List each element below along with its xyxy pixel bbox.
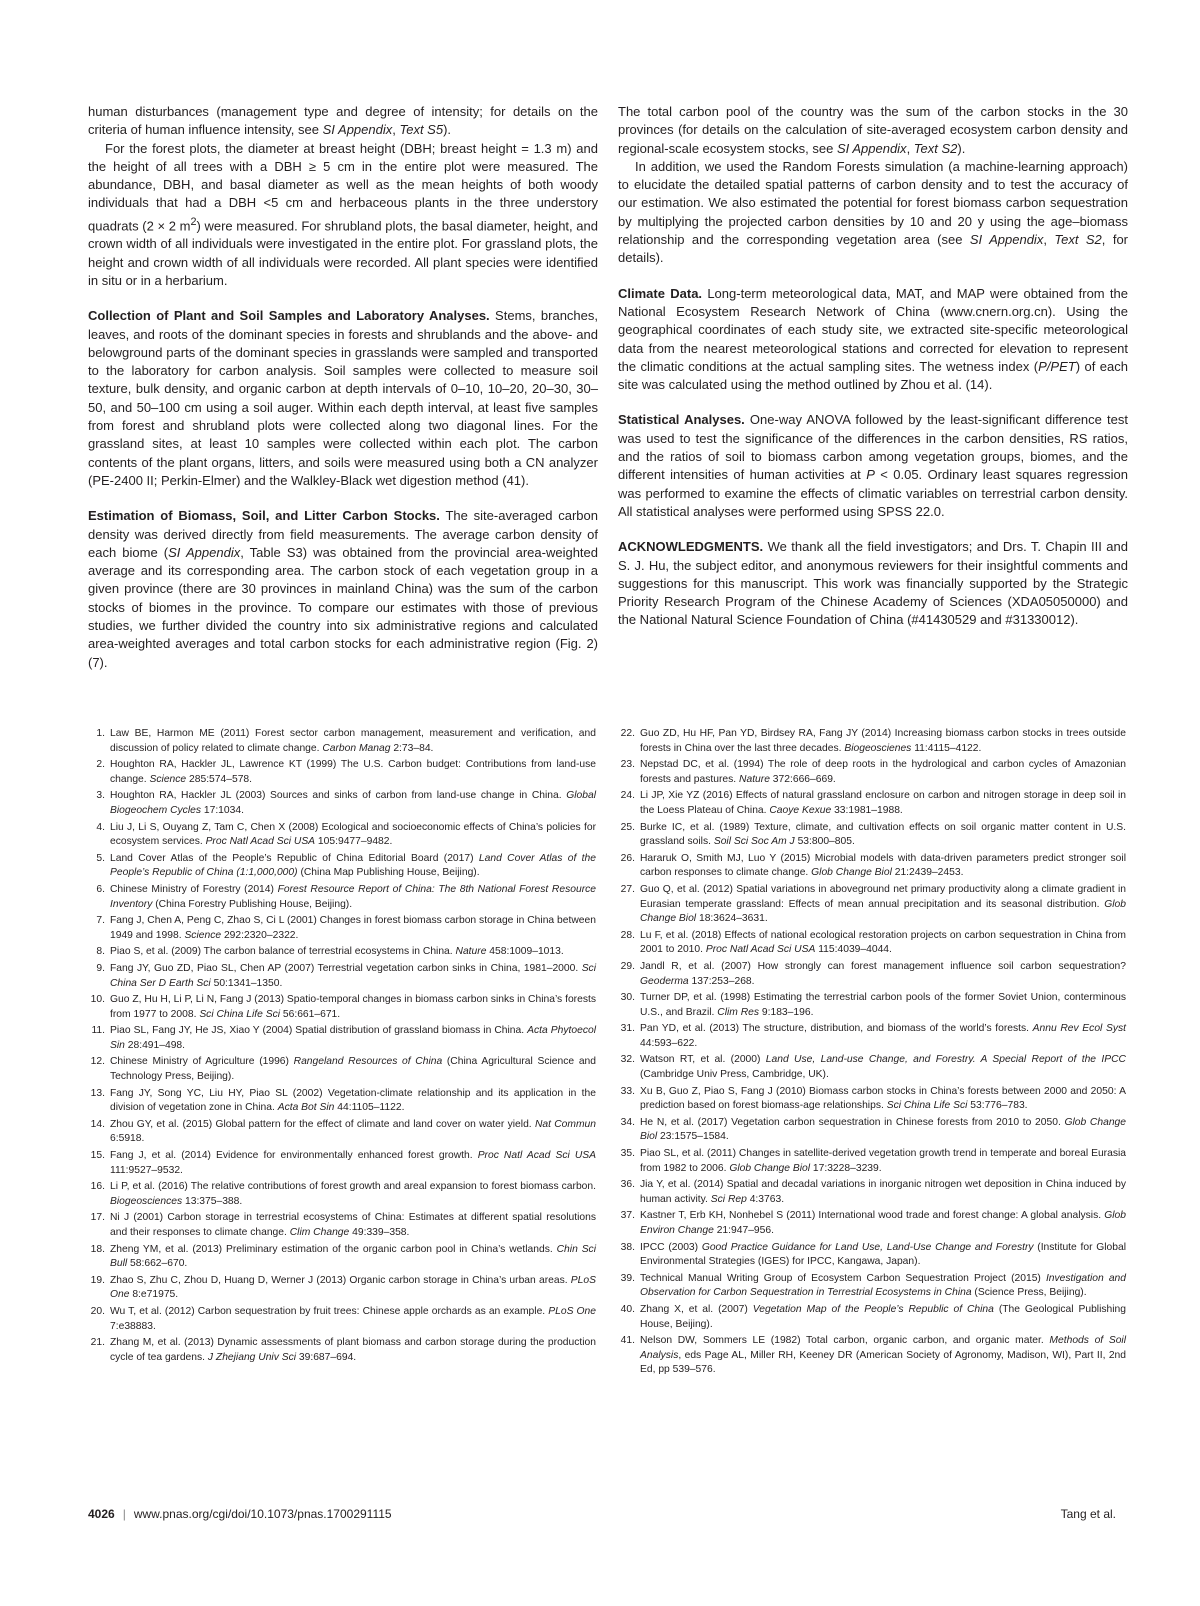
reference-number: 25.: [620, 821, 635, 833]
reference-item: [618, 991, 1126, 1020]
reference-number: 34.: [620, 1116, 635, 1128]
reference-number: 39.: [620, 1272, 635, 1284]
reference-text: 105:9477–9482.: [315, 836, 393, 848]
reference-source: Sci Rep: [710, 1193, 747, 1205]
reference-text: , eds Page AL, Miller RH, Keeney DR (American Society of Agronomy, Madison, WI), Part II, 2nd Ed, pp 539–576.: [640, 1349, 1126, 1376]
reference-number: 30.: [620, 992, 635, 1004]
reference-text: Zheng YM, et al. (2013) Preliminary estimation of the organic carbon pool in China’s wetlands.: [110, 1243, 557, 1255]
reference-number: 19.: [90, 1274, 105, 1286]
reference-text: 111:9527–9532.: [110, 1164, 183, 1176]
reference-number: 29.: [620, 960, 635, 972]
reference-item: [618, 960, 1126, 989]
reference-text: Pan YD, et al. (2013) The structure, distribution, and biomass of the world’s forests.: [640, 1023, 1033, 1035]
reference-text: Zhao S, Zhu C, Zhou D, Huang D, Werner J (2013) Organic carbon storage in China’s urban areas.: [110, 1274, 571, 1286]
section-heading: Statistical Analyses.: [618, 412, 745, 428]
reference-source: Investigation and Observation for Carbon Sequestration in Terrestrial Ecosystems in China: [640, 1272, 1127, 1299]
reference-number: 27.: [620, 883, 635, 895]
reference-text: He N, et al. (2017) Vegetation carbon sequestration in Chinese forests from 2010 to 2050.: [640, 1116, 1065, 1128]
reference-source: Sci China Life Sci: [199, 1008, 281, 1020]
reference-text: 115:4039–4044.: [815, 944, 892, 956]
reference-item: [88, 945, 596, 960]
reference-text: 33:1981–1988.: [831, 804, 903, 816]
reference-text: Land Cover Atlas of the People’s Republic of China Editorial Board (2017): [110, 852, 479, 864]
reference-source: Land Use, Land-use Change, and Forestry. A Special Report of the IPCC: [765, 1054, 1126, 1066]
right-column-body: [618, 103, 1128, 630]
acknowledgments: ACKNOWLEDGMENTS. We thank all the field investigators; and Drs. T. Chapin III and S. J. Hu, the subject editor, and anonymous reviewers for their insightful comments and suggestions for this manuscript. This work was financially supported by the Strategic Priority Research Program of the Chinese Academy of Sciences (XDA05050000) and the National Natural Science Foundation of China (#41430529 and #31330012).: [618, 539, 1128, 628]
reference-source: Caoye Kexue: [769, 804, 832, 816]
reference-source: Glob Change Biol: [811, 867, 892, 879]
reference-item: [618, 789, 1126, 818]
reference-source: Glob Change Biol: [640, 1116, 1127, 1143]
reference-number: 18.: [90, 1243, 105, 1255]
reference-item: [88, 1336, 596, 1365]
reference-source: Good Practice Guidance for Land Use, Land-Use Change and Forestry: [701, 1241, 1034, 1253]
reference-text: 2:73–84.: [390, 742, 434, 754]
reference-text: Wu T, et al. (2012) Carbon sequestration by fruit trees: Chinese apple orchards as an example.: [110, 1305, 549, 1317]
reference-source: Glob Change Biol: [640, 898, 1126, 925]
references-right-column: [618, 727, 1126, 1380]
reference-text: Fang JY, Guo ZD, Piao SL, Chen AP (2007) Terrestrial vegetation carbon sinks in China, 1981–2000.: [110, 962, 582, 974]
reference-source: PLoS One: [110, 1274, 596, 1301]
reference-text: 9:183–196.: [759, 1006, 814, 1018]
reference-text: Fang J, et al. (2014) Evidence for environmentally enhanced forest growth.: [110, 1150, 478, 1162]
reference-number: 24.: [620, 790, 635, 802]
reference-text: Piao S, et al. (2009) The carbon balance of terrestrial ecosystems in China.: [110, 946, 456, 958]
reference-number: 8.: [96, 946, 105, 958]
reference-item: [618, 1334, 1126, 1378]
reference-number: 20.: [90, 1305, 105, 1317]
reference-text: 4:3763.: [746, 1193, 785, 1205]
reference-source: Nature: [739, 773, 770, 785]
reference-text: Piao SL, Fang JY, He JS, Xiao Y (2004) Spatial distribution of grassland biomass in China.: [110, 1025, 528, 1037]
reference-item: [88, 758, 596, 787]
reference-source: Glob Environ Change: [640, 1210, 1126, 1236]
reference-number: 21.: [90, 1337, 105, 1349]
reference-text: 23:1575–1584.: [657, 1131, 729, 1143]
reference-item: [88, 852, 596, 881]
reference-text: Hararuk O, Smith MJ, Luo Y (2015) Microbial models with data-driven parameters predict stronger soil carbon responses to climate change.: [640, 852, 1126, 879]
reference-text: (China Forestry Publishing House, Beijing).: [152, 898, 353, 910]
section-statistical-analyses: Statistical Analyses. One-way ANOVA followed by the least-significant difference test was used to test the significance of the differences in the carbon densities, RS ratios, and the ratios of soil to biomass carbon among vegetation groups, biomes, and the different intensities of human activities at P < 0.05. Ordinary least squares regression was performed to examine the effects of climatic variables on terrestrial carbon density. All statistical analyses were performed using SPSS 22.0.: [618, 412, 1129, 519]
reference-text: Guo Q, et al. (2012) Spatial variations in aboveground net primary productivity along a climate gradient in Eurasian temperate grassland: Effects of mean annual precipitation and its seasonal distribution.: [640, 883, 1126, 910]
reference-source: Land Cover Atlas of the People’s Republic of China (1:1,000,000): [110, 852, 596, 879]
reference-text: Fang J, Chen A, Peng C, Zhao S, Ci L (2001) Changes in forest biomass carbon storage in China between 1949 and 1998.: [110, 915, 596, 941]
reference-number: 9.: [96, 962, 105, 974]
section-heading: Collection of Plant and Soil Samples and Laboratory Analyses.: [88, 308, 490, 324]
reference-source: Carbon Manag: [322, 742, 391, 754]
reference-item: [618, 758, 1126, 787]
reference-text: 458:1009–1013.: [486, 946, 564, 958]
reference-text: Law BE, Harmon ME (2011) Forest sector carbon management, measurement and verification, and discussion of policy related to climate change.: [110, 728, 596, 754]
section-sample-collection: Collection of Plant and Soil Samples and Laboratory Analyses. Stems, branches, leaves, and roots of the dominant species in forests and shrublands and the above- and belowground parts of the dominant species in grasslands were sampled and transported to the laboratory for carbon analysis. Soil samples were collected to measure soil texture, bulk density, and organic carbon at depth intervals of 0–10, 10–20, 20–30, 30–50, and 50–100 cm using a soil auger. Within each depth interval, at least five samples from forest and shrubland plots were collected along two diagonal lines. For the grassland sites, at least 10 samples were collected within each plot. The carbon contents of the plant organs, litters, and soils were measured using both a CN analyzer (PE-2400 II; Perkin-Elmer) and the Walkley-Black wet digestion method (41).: [88, 308, 598, 488]
reference-number: 35.: [620, 1148, 635, 1160]
reference-source: PLoS One: [548, 1305, 596, 1317]
reference-number: 31.: [620, 1023, 635, 1035]
reference-item: [88, 1055, 596, 1084]
reference-text: 372:666–669.: [769, 773, 836, 785]
reference-number: 3.: [96, 790, 105, 802]
reference-text: 8:e71975.: [129, 1289, 179, 1301]
reference-text: Li JP, Xie YZ (2016) Effects of natural grassland enclosure on carbon and nitrogen storage in deep soil in the Loess Plateau of China.: [640, 790, 1126, 816]
reference-text: Houghton RA, Hackler JL (2003) Sources and sinks of carbon from land-use change in China.: [110, 790, 567, 802]
reference-number: 40.: [620, 1303, 635, 1315]
reference-item: [88, 883, 596, 912]
reference-source: Sci China Life Sci: [886, 1100, 968, 1112]
reference-item: [88, 1211, 596, 1240]
reference-text: Liu J, Li S, Ouyang Z, Tam C, Chen X (2008) Ecological and socioeconomic effects of China’s policies for ecosystem services.: [110, 821, 596, 848]
reference-item: [88, 789, 596, 818]
reference-item: [88, 962, 596, 991]
reference-item: [88, 1024, 596, 1053]
reference-text: 11:4115–4122.: [911, 742, 982, 754]
reference-item: [618, 1272, 1126, 1301]
reference-item: [88, 727, 596, 756]
reference-source: Nat Commun: [534, 1118, 597, 1130]
section-heading: Climate Data.: [618, 285, 703, 301]
reference-source: Chin Sci Bull: [110, 1243, 596, 1270]
reference-text: (Science Press, Beijing).: [971, 1287, 1087, 1299]
reference-item: [618, 852, 1126, 881]
reference-number: 16.: [90, 1181, 105, 1193]
reference-source: Clim Res: [717, 1006, 760, 1018]
reference-text: 137:253–268.: [688, 975, 755, 987]
footer-authors: Tang et al.: [1060, 1507, 1116, 1521]
reference-number: 37.: [620, 1210, 635, 1222]
reference-text: 292:2320–2322.: [221, 929, 299, 941]
reference-item: [618, 1085, 1126, 1114]
reference-text: Zhou GY, et al. (2015) Global pattern for the effect of climate and land cover on water yield.: [110, 1118, 535, 1130]
reference-text: Houghton RA, Hackler JL, Lawrence KT (1999) The U.S. Carbon budget: Contributions from land-use change.: [110, 759, 596, 785]
reference-text: Chinese Ministry of Forestry (2014): [110, 883, 278, 895]
reference-source: Biogeosciences: [110, 1195, 183, 1207]
reference-text: Guo ZD, Hu HF, Pan YD, Birdsey RA, Fang JY (2014) Increasing biomass carbon stocks in trees outside forests in China over the last three decades.: [640, 728, 1126, 754]
reference-item: [88, 1180, 596, 1209]
reference-text: (China Agricultural Science and Technology Press, Beijing).: [110, 1056, 596, 1083]
reference-text: (China Map Publishing House, Beijing).: [297, 867, 480, 879]
reference-number: 2.: [96, 759, 105, 771]
reference-item: [618, 1209, 1126, 1238]
reference-text: Ni J (2001) Carbon storage in terrestrial ecosystems of China: Estimates at different spatial resolutions and their responses to climate change.: [110, 1212, 596, 1238]
reference-source: Science: [184, 929, 222, 941]
reference-item: [88, 993, 596, 1022]
reference-source: Vegetation Map of the People’s Republic of China: [752, 1303, 994, 1315]
reference-text: 18:3624–3631.: [696, 913, 768, 925]
reference-text: 44:1105–1122.: [334, 1102, 405, 1114]
reference-number: 17.: [90, 1212, 105, 1224]
references-left-column: [88, 727, 596, 1367]
reference-text: (Cambridge Univ Press, Cambridge, UK).: [640, 1069, 829, 1081]
reference-source: Proc Natl Acad Sci USA: [205, 836, 316, 848]
reference-source: Proc Natl Acad Sci USA: [705, 944, 816, 956]
section-carbon-stock-estimation: Estimation of Biomass, Soil, and Litter Carbon Stocks. The site-averaged carbon density was derived directly from field measurements. The average carbon density of each biome (SI Appendix, Table S3) was obtained from the provincial area-weighted average and its corresponding area. The carbon stock of each vegetation group in a given province (there are 30 provinces in mainland China) was the sum of the carbon stocks of biomes in the province. To compare our estimates with those of previous studies, we further divided the country into six administrative regions and calculated area-weighted averages and total carbon stocks for each administrative region (Fig. 2) (7).: [88, 508, 598, 670]
reference-text: Guo Z, Hu H, Li P, Li N, Fang J (2013) Spatio-temporal changes in biomass carbon sinks in China’s forests from 1977 to 2008.: [110, 994, 596, 1020]
reference-text: Turner DP, et al. (1998) Estimating the terrestrial carbon pools of the former Soviet Union, conterminous U.S., and Brazil.: [640, 992, 1126, 1018]
reference-item: [618, 883, 1126, 927]
reference-text: Zhang M, et al. (2013) Dynamic assessments of plant biomass and carbon storage during the production cycle of tea gardens.: [110, 1337, 596, 1363]
reference-text: Burke IC, et al. (1989) Texture, climate, and cultivation effects on soil organic matter content in U.S. grassland soils.: [640, 821, 1126, 848]
reference-number: 11.: [91, 1025, 105, 1037]
reference-source: J Zhejiang Univ Sci: [207, 1351, 297, 1363]
reference-item: [88, 1305, 596, 1334]
left-column-body: [88, 103, 598, 672]
reference-text: Watson RT, et al. (2000): [640, 1054, 766, 1066]
doi-link[interactable]: www.pnas.org/cgi/doi/10.1073/pnas.1700291115: [133, 1507, 392, 1521]
reference-item: [618, 1241, 1126, 1270]
reference-text: IPCC (2003): [640, 1241, 702, 1253]
reference-item: [88, 821, 596, 850]
reference-item: [88, 1087, 596, 1116]
reference-number: 1.: [96, 728, 105, 739]
reference-text: Zhang X, et al. (2007): [640, 1303, 753, 1315]
reference-source: Nature: [455, 946, 487, 958]
paragraph-total-carbon-pool: The total carbon pool of the country was the sum of the carbon stocks in the 30 provinces (for details on the calculation of site-averaged ecosystem carbon density and regional-scale ecosystem stocks, see SI Appendix, Text S2).: [618, 104, 1128, 156]
reference-text: 13:375–388.: [182, 1195, 243, 1207]
reference-number: 10.: [90, 994, 105, 1006]
reference-item: [618, 1303, 1126, 1332]
reference-item: [88, 914, 596, 943]
reference-text: Fang JY, Song YC, Liu HY, Piao SL (2002) Vegetation-climate relationship and its application in the division of vegetation zone in China.: [110, 1087, 596, 1114]
reference-number: 36.: [620, 1179, 635, 1191]
paragraph-random-forests: In addition, we used the Random Forests simulation (a machine-learning approach) to elucidate the detailed spatial patterns of carbon density and to test the accuracy of our estimation. We also estimated the potential for forest biomass carbon sequestration by multiplying the projected carbon densities by 10 and 20 y using the age–biomass relationship and the corresponding vegetation area (see SI Appendix, Text S2, for details).: [618, 158, 1129, 266]
reference-text: 17:3228–3239.: [810, 1162, 882, 1174]
reference-item: [618, 1147, 1126, 1176]
reference-text: 53:800–805.: [794, 836, 855, 848]
reference-text: 285:574–578.: [186, 773, 253, 785]
reference-source: Clim Change: [289, 1227, 350, 1238]
reference-text: 56:661–671.: [280, 1008, 341, 1020]
reference-item: [618, 1053, 1126, 1082]
reference-item: [88, 1243, 596, 1272]
reference-text: Nepstad DC, et al. (1994) The role of deep roots in the hydrological and carbon cycles of Amazonian forests and pastures.: [640, 759, 1126, 785]
reference-text: Piao SL, et al. (2011) Changes in satellite-derived vegetation growth trend in temperate and boreal Eurasia from 1982 to 2006.: [640, 1148, 1126, 1174]
reference-source: Proc Natl Acad Sci USA: [477, 1150, 596, 1162]
reference-item: [618, 821, 1126, 850]
reference-source: Geoderma: [640, 975, 689, 987]
reference-source: Sci China Ser D Earth Sci: [110, 962, 596, 989]
reference-item: [618, 1022, 1126, 1051]
reference-number: 22.: [620, 728, 635, 739]
reference-source: Global Biogeochem Cycles: [110, 790, 596, 816]
footer-separator: |: [122, 1507, 126, 1521]
reference-item: [88, 1118, 596, 1147]
reference-source: Rangeland Resources of China: [293, 1056, 443, 1068]
reference-text: 49:339–358.: [349, 1227, 410, 1238]
reference-text: 21:2439–2453.: [891, 867, 964, 879]
reference-number: 15.: [90, 1150, 105, 1162]
reference-item: [618, 727, 1126, 756]
reference-text: 39:687–694.: [296, 1351, 357, 1363]
reference-item: [618, 1178, 1126, 1207]
reference-text: Xu B, Guo Z, Piao S, Fang J (2010) Biomass carbon stocks in China’s forests between 2000 and 2050: A prediction based on forest biomass-age relationships.: [640, 1085, 1126, 1112]
section-climate-data: Climate Data. Long-term meteorological data, MAT, and MAP were obtained from the National Ecosystem Research Network of China (www.cnern.org.cn). Using the geographical coordinates of each study site, we extracted site-specific meteorological data from the nearest meteorological stations and corrected for elevation to represent the climatic conditions at the actual sampling sites. The wetness index (P/PET) of each site was calculated using the method outlined by Zhou et al. (14).: [618, 285, 1128, 393]
reference-number: 6.: [96, 883, 105, 895]
reference-item: [618, 929, 1126, 958]
reference-source: Biogeoscienes: [844, 742, 912, 754]
reference-source: Science: [149, 773, 187, 785]
reference-text: (Institute for Global Environmental Strategies (IGES) for IPCC, Kangawa, Japan).: [640, 1241, 1126, 1268]
reference-number: 32.: [620, 1054, 635, 1066]
section-heading: Estimation of Biomass, Soil, and Litter Carbon Stocks.: [88, 508, 440, 524]
reference-text: Chinese Ministry of Agriculture (1996): [110, 1056, 294, 1068]
reference-number: 28.: [620, 929, 635, 941]
reference-number: 13.: [90, 1087, 105, 1099]
reference-text: (The Geological Publishing House, Beijing).: [640, 1303, 1126, 1330]
reference-source: Acta Bot Sin: [277, 1102, 335, 1114]
section-heading: ACKNOWLEDGMENTS.: [618, 539, 764, 555]
reference-item: [88, 1149, 596, 1178]
reference-text: 58:662–670.: [127, 1258, 188, 1270]
reference-number: 23.: [620, 759, 635, 771]
reference-text: 21:947–956.: [713, 1225, 774, 1236]
reference-text: Technical Manual Writing Group of Ecosystem Carbon Sequestration Project (2015): [640, 1272, 1046, 1284]
reference-text: 17:1034.: [201, 804, 244, 816]
reference-item: [88, 1274, 596, 1303]
reference-source: Acta Phytoecol Sin: [110, 1025, 596, 1051]
reference-source: Soil Sci Soc Am J: [713, 836, 795, 848]
reference-text: 53:776–783.: [967, 1100, 1028, 1112]
page-footer-left: [88, 1506, 392, 1522]
reference-text: Jandl R, et al. (2007) How strongly can forest management influence soil carbon sequestration?: [640, 960, 1126, 972]
reference-text: 6:5918.: [110, 1133, 145, 1145]
reference-item: [618, 1116, 1126, 1145]
reference-source: Glob Change Biol: [729, 1162, 811, 1174]
reference-source: Annu Rev Ecol Syst: [1032, 1023, 1127, 1035]
reference-number: 26.: [620, 852, 635, 864]
reference-number: 4.: [96, 821, 105, 833]
reference-number: 7.: [96, 915, 105, 927]
reference-number: 38.: [620, 1241, 635, 1253]
reference-number: 33.: [620, 1085, 635, 1097]
reference-source: Methods of Soil Analysis: [640, 1335, 1126, 1361]
page-number: 4026: [88, 1507, 115, 1521]
reference-text: 50:1341–1350.: [210, 977, 283, 989]
reference-text: Jia Y, et al. (2014) Spatial and decadal variations in inorganic nitrogen wet deposition in China induced by human activity.: [640, 1179, 1126, 1205]
paragraph-human-disturbances: human disturbances (management type and degree of intensity; for details on the criteria of human influence intensity, see SI Appendix, Text S5).: [88, 104, 598, 138]
reference-text: 7:e38883.: [110, 1320, 156, 1332]
reference-text: 28:491–498.: [124, 1039, 186, 1051]
reference-source: Forest Resource Report of China: The 8th National Forest Resource Inventory: [110, 883, 596, 910]
reference-text: Nelson DW, Sommers LE (1982) Total carbon, organic carbon, and organic mater.: [640, 1335, 1050, 1347]
reference-number: 14.: [90, 1118, 105, 1130]
paragraph-forest-plots: For the forest plots, the diameter at breast height (DBH; breast height = 1.3 m) and the height of all trees with a DBH ≥ 5 cm in the entire plot were measured. The abundance, DBH, and basal diameter as well as the mean heights of both woody individuals that had a DBH <5 cm and herbaceous plants in the three understory quadrats (2 × 2 $m^2$) were measured. For shrubland plots, the basal diameter, height, and crown width of all individuals were investigated in the entire plot. For grassland plots, the height and crown width of all individuals were recorded. All plant species were identified in situ or in a herbarium.: [88, 140, 598, 288]
reference-text: 44:593–622.: [640, 1037, 698, 1049]
reference-text: Li P, et al. (2016) The relative contributions of forest growth and areal expansion to forest biomass carbon.: [110, 1181, 596, 1193]
reference-number: 12.: [90, 1056, 105, 1068]
reference-text: Lu F, et al. (2018) Effects of national ecological restoration projects on carbon sequestration in China from 2001 to 2010.: [640, 929, 1126, 956]
reference-number: 5.: [96, 852, 105, 864]
reference-text: Kastner T, Erb KH, Nonhebel S (2011) International wood trade and forest change: A global analysis.: [640, 1210, 1105, 1222]
reference-number: 41.: [620, 1335, 635, 1347]
